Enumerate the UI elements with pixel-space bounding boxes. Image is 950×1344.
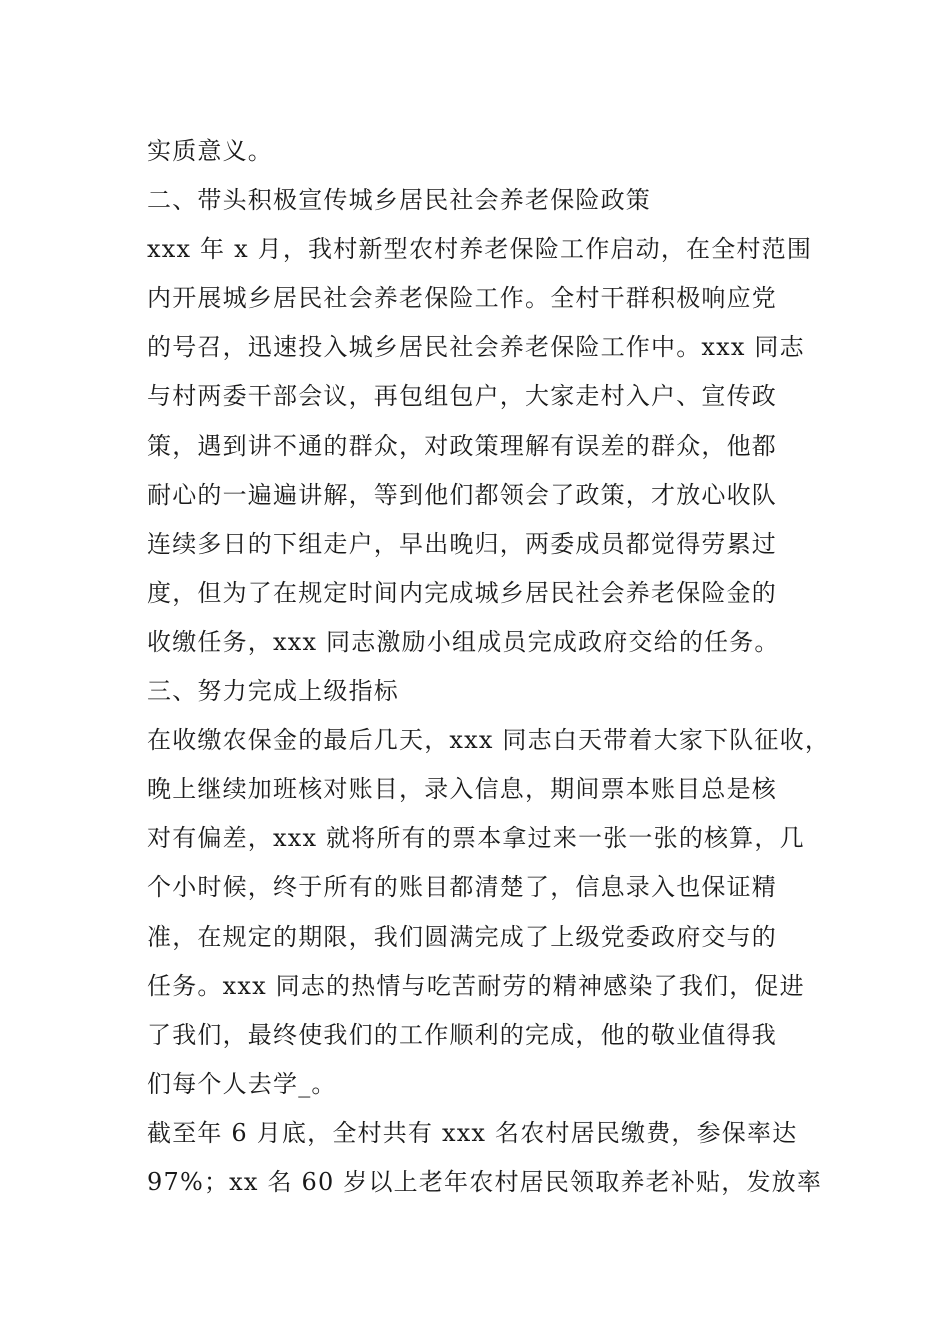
text-line: 度，但为了在规定时间内完成城乡居民社会养老保险金的	[147, 578, 777, 607]
text-line: 内开展城乡居民社会养老保险工作。全村干群积极响应党	[147, 284, 777, 313]
text-line: xxx 年 x 月，我村新型农村养老保险工作启动，在全村范围	[147, 235, 813, 264]
text-line: 晚上继续加班核对账目，录入信息，期间票本账目总是核	[147, 775, 777, 804]
text-line: 实质意义。	[147, 137, 273, 165]
text-line: 截至年 6 月底，全村共有 xxx 名农村居民缴费，参保率达	[147, 1118, 798, 1147]
text-line: 们每个人去学_。	[147, 1069, 337, 1098]
text-line: 策，遇到讲不通的群众，对政策理解有误差的群众，他都	[147, 431, 777, 460]
text-line: 97%；xx 名 60 岁以上老年农村居民领取养老补贴，发放率	[147, 1167, 823, 1196]
text-line: 准，在规定的期限，我们圆满完成了上级党委政府交与的	[147, 922, 777, 951]
body-text	[147, 127, 831, 1207]
text-line: 任务。xxx 同志的热情与吃苦耐劳的精神感染了我们，促进	[147, 971, 805, 1000]
text-line: 个小时候，终于所有的账目都清楚了，信息录入也保证精	[147, 873, 777, 902]
text-line: 对有偏差，xxx 就将所有的票本拿过来一张一张的核算，几	[147, 824, 805, 853]
section-heading: 二、带头积极宣传城乡居民社会养老保险政策	[147, 186, 651, 215]
section-heading: 三、努力完成上级指标	[147, 677, 399, 706]
text-line: 收缴任务，xxx 同志激励小组成员完成政府交给的任务。	[147, 627, 780, 656]
text-line: 耐心的一遍遍讲解，等到他们都领会了政策，才放心收队	[147, 480, 777, 509]
text-line: 与村两委干部会议，再包组包户，大家走村入户、宣传政	[147, 382, 777, 411]
text-line: 的号召，迅速投入城乡居民社会养老保险工作中。xxx 同志	[147, 333, 805, 362]
text-line: 在收缴农保金的最后几天，xxx 同志白天带着大家下队征收，	[147, 726, 831, 755]
text-line: 了我们，最终使我们的工作顺利的完成，他的敬业值得我	[147, 1020, 777, 1049]
text-line: 连续多日的下组走户，早出晚归，两委成员都觉得劳累过	[147, 529, 777, 558]
